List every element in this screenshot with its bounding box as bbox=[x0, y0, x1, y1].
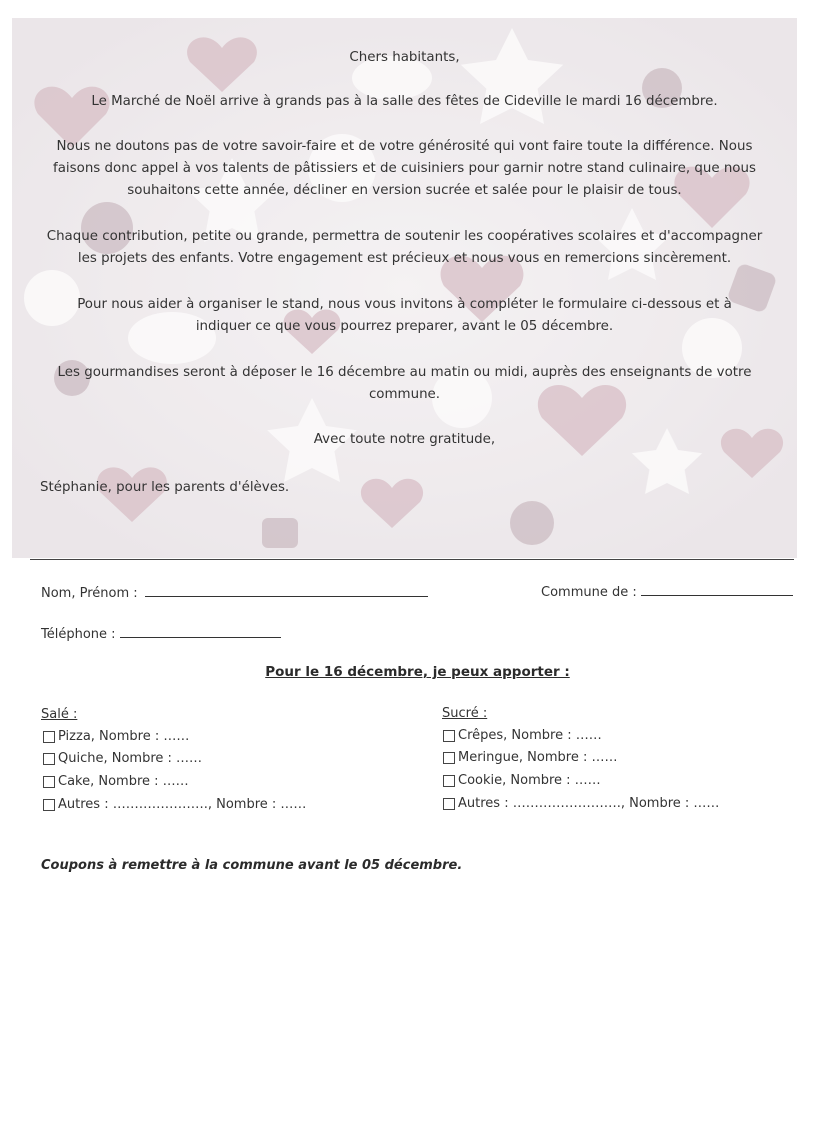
letter-paragraph-2-line-1: Nous ne doutons pas de votre savoir-faire et de votre générosité qui vont faire toute la différence. Nous bbox=[56, 139, 753, 154]
sale-option-cake[interactable] bbox=[43, 774, 189, 789]
sale-option-pizza[interactable] bbox=[43, 729, 189, 744]
option-label: Autres : …………………., Nombre : …… bbox=[58, 797, 307, 812]
letter-text bbox=[12, 18, 797, 558]
option-label: Cookie, Nombre : …… bbox=[458, 773, 601, 788]
commune-field-label: Commune de : bbox=[541, 585, 637, 600]
checkbox[interactable] bbox=[43, 776, 55, 788]
name-field[interactable] bbox=[41, 584, 428, 601]
letter-paragraph-3-line-1: Chaque contribution, petite ou grande, permettra de soutenir les coopératives scolaires et d'accompagner bbox=[46, 229, 763, 244]
letter-paragraph-5-line-2: commune. bbox=[368, 387, 441, 402]
checkbox[interactable] bbox=[443, 730, 455, 742]
checkbox[interactable] bbox=[43, 799, 55, 811]
letter-paragraph-1: Le Marché de Noël arrive à grands pas à la salle des fêtes de Cideville le mardi 16 décembre. bbox=[91, 94, 718, 109]
letter-paragraph-2-line-2: faisons donc appel à vos talents de pâtissiers et de cuisiniers pour garnir notre stand culinaire, que nous bbox=[53, 161, 756, 176]
name-field-line[interactable] bbox=[145, 584, 428, 597]
option-label: Autres : ……………………., Nombre : …… bbox=[458, 796, 720, 811]
sucre-option-crepes[interactable] bbox=[443, 728, 602, 743]
name-field-label: Nom, Prénom : bbox=[41, 586, 138, 601]
sale-option-quiche[interactable] bbox=[43, 751, 202, 766]
commune-field-line[interactable] bbox=[641, 583, 793, 596]
letter-paragraph-4-line-1: Pour nous aider à organiser le stand, nous vous invitons à compléter le formulaire ci-dessous et à bbox=[77, 297, 732, 312]
option-label: Cake, Nombre : …… bbox=[58, 774, 189, 789]
return-instructions: Coupons à remettre à la commune avant le 05 décembre. bbox=[41, 858, 463, 873]
letter-paragraph-5-line-1: Les gourmandises seront à déposer le 16 décembre au matin ou midi, auprès des enseignants de votre bbox=[57, 365, 752, 380]
checkbox[interactable] bbox=[443, 775, 455, 787]
phone-field[interactable] bbox=[41, 625, 281, 642]
phone-field-line[interactable] bbox=[120, 625, 281, 638]
option-label: Pizza, Nombre : …… bbox=[58, 729, 190, 744]
checkbox[interactable] bbox=[43, 731, 55, 743]
sucre-column-title: Sucré : bbox=[442, 706, 488, 721]
letter-closing: Avec toute notre gratitude, bbox=[313, 432, 496, 447]
commune-field[interactable] bbox=[541, 583, 793, 600]
checkbox[interactable] bbox=[443, 752, 455, 764]
option-label: Crêpes, Nombre : …… bbox=[458, 728, 602, 743]
cut-line-divider bbox=[30, 559, 794, 560]
checkbox[interactable] bbox=[443, 798, 455, 810]
option-label: Meringue, Nombre : …… bbox=[458, 750, 618, 765]
checkbox[interactable] bbox=[43, 753, 55, 765]
sucre-option-autres[interactable] bbox=[443, 796, 719, 811]
letter-paragraph-2-line-3: souhaitons cette année, décliner en version sucrée et salée pour le plaisir de tous. bbox=[127, 183, 682, 198]
letter-paragraph-4-line-2: indiquer ce que vous pourrez preparer, avant le 05 décembre. bbox=[195, 319, 614, 334]
letter-section bbox=[12, 18, 797, 558]
sale-option-autres[interactable] bbox=[43, 797, 306, 812]
option-label: Quiche, Nombre : …… bbox=[58, 751, 203, 766]
letter-greeting: Chers habitants, bbox=[349, 50, 460, 65]
phone-field-label: Téléphone : bbox=[41, 627, 116, 642]
form-title: Pour le 16 décembre, je peux apporter : bbox=[265, 664, 570, 680]
letter-signature: Stéphanie, pour les parents d'élèves. bbox=[40, 480, 290, 495]
sucre-option-meringue[interactable] bbox=[443, 750, 617, 765]
letter-paragraph-3-line-2: les projets des enfants. Votre engagement est précieux et nous vous en remercions sincèrement. bbox=[77, 251, 732, 266]
sale-column-title: Salé : bbox=[41, 707, 78, 722]
sucre-option-cookie[interactable] bbox=[443, 773, 601, 788]
